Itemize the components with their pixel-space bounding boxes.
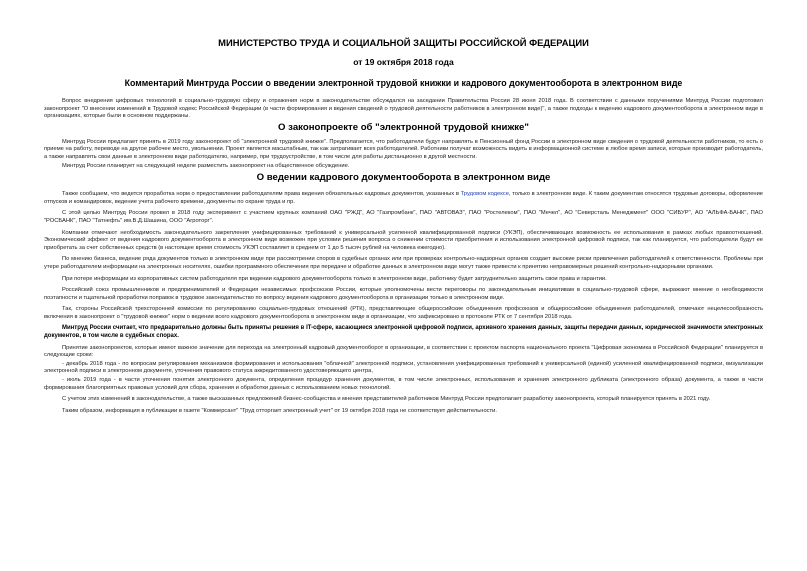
body-paragraph: Минтруд России планирует на следующей неделе разместить законопроект на общественное обсуждение. bbox=[62, 162, 350, 169]
body-paragraph: С этой целью Минтруд России провел в 2018 году эксперимент с участием крупных компаний ОАО "РЖД", АО "Газпромбанк", ПАО "АВТОВАЗ", ПАО "Ростелеком", ПАО "Мечел", АО "Северсталь Менеджмент" ООО "СИБУР", АО "АЛЬФА-БАНК", ПАО "РОСБАНК", ПАО "Татнефть" им.В.Д.Шашина, ООО "Агроторг". bbox=[44, 210, 763, 224]
body-paragraph: Так, стороны Российской трехсторонней комиссии по регулированию социально-трудовых отношений (РТК), представляющие общероссийские объединения профсоюзов и общероссийские объединения работодателей, отмечают нецелесообразность включения в законопроект о "трудовой книжке" норм о ведении всего кадрового документооборота в электронном виде в организации, что зафиксировано в протоколе РТК от 7 сентября 2018 года. bbox=[44, 306, 763, 320]
labor-code-link[interactable]: Трудовом кодексе bbox=[460, 191, 509, 198]
body-paragraph: Российский союз промышленников и предпринимателей и Федерация независимых профсоюзов России, которые уполномочены вести переговоры по законодательным инициативам в социально-трудовой сфере, выражают мнение о необходимости поэтапности и тщательной проработки поправок в трудовое законодательство по вопросу ведения кадрового документооборота в организации только в электронном виде. bbox=[44, 287, 763, 301]
paragraph-text: Также сообщаем, что ведется проработка норм о предоставлении работодателям права ведения обязательных кадровых документов, указанных в bbox=[62, 191, 461, 198]
ministry-position-paragraph: Минтруд России считает, что предварительно должны быть приняты решения в IT-сфере, касающиеся электронной цифровой подписи, архивного хранения данных, защиты передачи данных, юридической значимости электронных документов, в том числе в судебных спорах. bbox=[44, 325, 763, 340]
paragraph-text: , только в электронном виде. К таким документам относятся трудовые договоры, оформление отпусков и командировок, ведение учета рабочего времени, документы по охране труда и пр. bbox=[44, 191, 763, 205]
document-date: от 19 октября 2018 года bbox=[353, 57, 454, 67]
body-paragraph bbox=[44, 191, 763, 206]
section-heading-law: О законопроекте об "электронной трудовой книжке" bbox=[278, 121, 529, 133]
timeline-item: - июль 2019 года - в части уточнения понятия электронного документа, определения процедур хранения документов, в том числе электронных, использования и хранения электронного дубликата (электронного образа) документа, а также в части формирования благоприятных правовых условий для сбора, хранения и обработки данных с использованием новых технологий. bbox=[44, 377, 763, 391]
body-paragraph: При потере информации из корпоративных систем работодателя при ведении кадрового документооборота только в электронном виде, работнику будет затруднительно защитить свои права и гарантии. bbox=[62, 275, 607, 282]
timeline-item: - декабрь 2018 года - по вопросам регулирования механизмов формирования и использования "облачной" электронной подписи, установления унифицированных требований к универсальной (единой) усиленной квалифицированной подписи, визуализации электронной подписи в электронном документе, уточнения правового статуса аккредитованного удостоверяющего центра, bbox=[44, 360, 763, 375]
section-heading-hr-docs: О ведении кадрового документооборота в электронном виде bbox=[256, 172, 551, 184]
body-paragraph: По мнению бизнеса, ведение ряда документов только в электронном виде при рассмотрении споров в судебных органах или при проверках контрольно-надзорных органов создает высокие риски привлечения работодателей к ответственности. Проблемы при утере работодателем информации на электронных носителях, ошибки программного обеспечения при передаче и обработке данных в электронном виде могут также привести к принятию неправомерных решений контрольно-надзорными органами. bbox=[44, 256, 763, 270]
ministry-heading: МИНИСТЕРСТВО ТРУДА И СОЦИАЛЬНОЙ ЗАЩИТЫ РОССИЙСКОЙ ФЕДЕРАЦИИ bbox=[218, 37, 589, 48]
document-title: Комментарий Минтруда России о введении электронной трудовой книжки и кадрового документооборота в электронном виде bbox=[124, 78, 683, 88]
intro-paragraph: Вопрос внедрения цифровых технологий в социально-трудовую сферу и отражения норм в законодательстве обсуждался на заседании Правительства России 28 июня 2018 года. В соответствии с данными поручениями Минтруд России подготовил законопроект "О внесении изменений в Трудовой кодекс Российской Федерации (в части формирования и ведения сведений о трудовой деятельности работников в электронном виде)", а также подходы к ведению кадрового документооборота в электронном виде в организациях, которые были в основном поддержаны. bbox=[44, 98, 763, 120]
body-paragraph: С учетом этих изменений в законодательстве, а также высказанных предложений бизнес-сообщества и мнения представителей работников Минтруд России предполагает разработку законопроекта, который планируется принять в 2021 году. bbox=[62, 396, 711, 403]
body-paragraph: Компании отмечают необходимость законодательного закрепления унифицированных требований к универсальной усиленной квалифицированной подписи (УКЭП), обеспечивающих возможность ее использования в рамках любых правоотношений. Экономический эффект от ведения кадрового документооборота в электронном виде возможен при условии решения вопроса о снижении стоимости приобретения и использования электронной цифровой подписи, так как планируется, что работодатели будут ее приобретать за счет собственных средств (в настоящее время стоимость УКЭП составляет в среднем от 1 до 5 тысяч рублей на человека ежегодно). bbox=[44, 229, 763, 251]
body-paragraph: Принятие законопроектов, которые имеют важное значение для перехода на электронный кадровый документооборот в организации, в соответствии с проектом паспорта национального проекта "Цифровая экономика в Российской Федерации" планируется в следующие сроки: bbox=[44, 344, 763, 359]
body-paragraph: Минтруд России предлагает принять в 2019 году законопроект об "электронной трудовой книжке". Предполагается, что работодатели будут направлять в Пенсионный фонд России в электронном виде сведения о трудовой деятельности работников, то есть о приеме на работу, переводе на другое рабочее место, увольнении. Проект является масштабным, так как затрагивает всех работодателей. Работники получат возможность видеть в информационной системе в любое время записи, которые производит работодатель, а также направлять свои данные в электронном виде работодателю, например, при трудоустройстве, в том числе для работы дистанционно в другой местности. bbox=[44, 138, 763, 160]
conclusion-paragraph: Таким образом, информация в публикации в газете "Коммерсант" "Труд отторгает электронный учет" от 19 октября 2018 года не соответствует действительности. bbox=[62, 407, 497, 414]
